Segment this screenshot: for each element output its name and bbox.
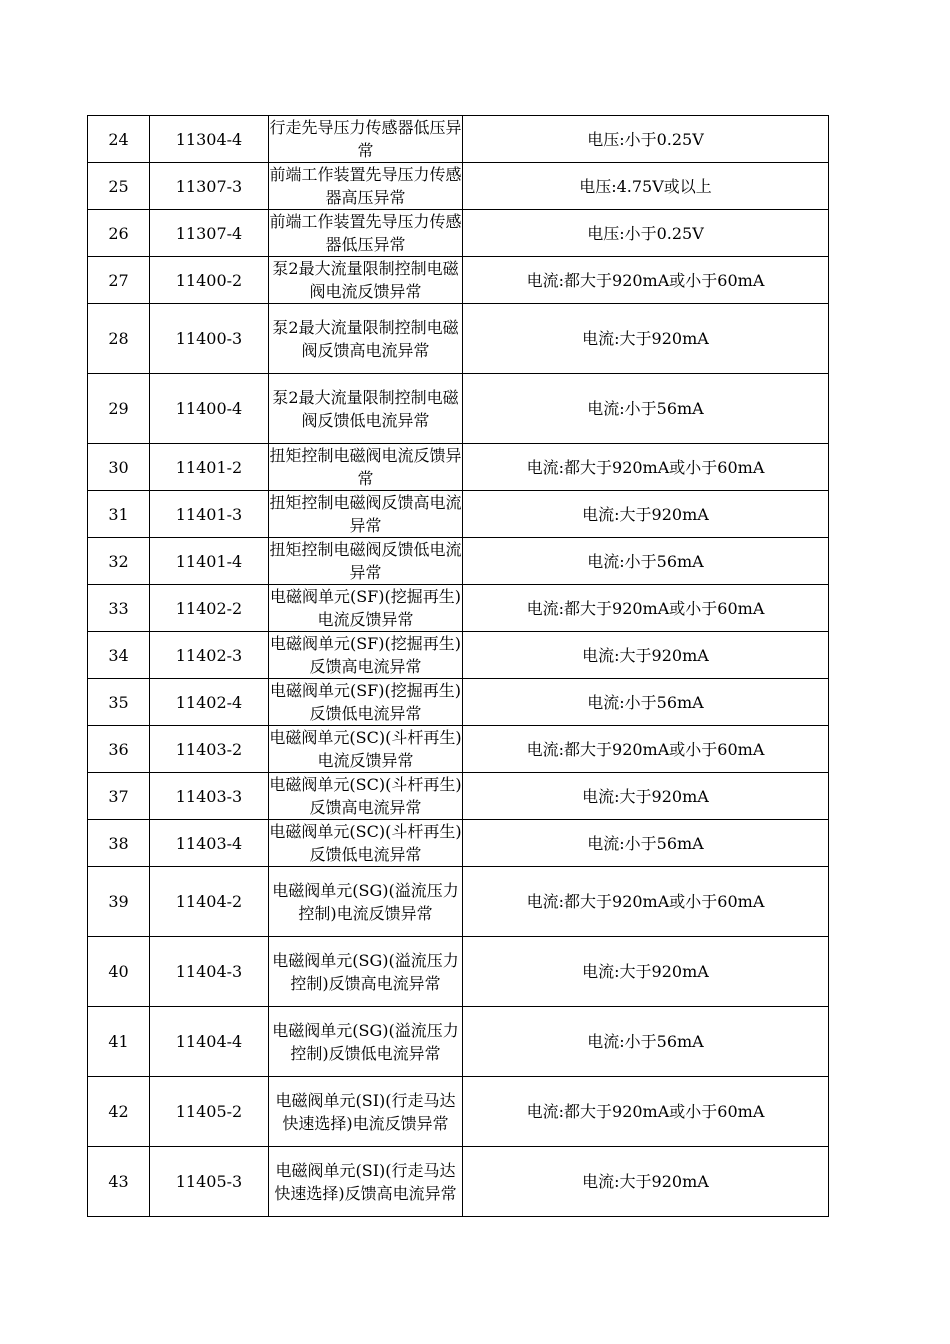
- fault-code-cell: 11401-2: [150, 444, 269, 491]
- row-number-cell: 26: [88, 210, 150, 257]
- fault-code-cell: 11400-3: [150, 304, 269, 374]
- detection-condition-cell: 电流:大于920mA: [463, 304, 829, 374]
- table-row: [88, 867, 829, 937]
- detection-condition-cell: 电流:都大于920mA或小于60mA: [463, 585, 829, 632]
- table-row: [88, 773, 829, 820]
- fault-code-cell: 11307-3: [150, 163, 269, 210]
- row-number-cell: 28: [88, 304, 150, 374]
- fault-description-cell: 泵2最大流量限制控制电磁阀反馈低电流异常: [269, 374, 463, 444]
- fault-code-table: [87, 115, 829, 1217]
- table-row: [88, 679, 829, 726]
- table-row: [88, 163, 829, 210]
- table-row: [88, 726, 829, 773]
- row-number-cell: 30: [88, 444, 150, 491]
- table-row: [88, 1147, 829, 1217]
- row-number-cell: 24: [88, 116, 150, 163]
- fault-code-cell: 11402-4: [150, 679, 269, 726]
- fault-code-cell: 11403-2: [150, 726, 269, 773]
- table-row: [88, 585, 829, 632]
- fault-description-cell: 前端工作装置先导压力传感器低压异常: [269, 210, 463, 257]
- fault-description-cell: 电磁阀单元(SG)(溢流压力控制)反馈低电流异常: [269, 1007, 463, 1077]
- row-number-cell: 37: [88, 773, 150, 820]
- row-number-cell: 27: [88, 257, 150, 304]
- detection-condition-cell: 电流:小于56mA: [463, 538, 829, 585]
- table-row: [88, 820, 829, 867]
- detection-condition-cell: 电流:都大于920mA或小于60mA: [463, 1077, 829, 1147]
- row-number-cell: 25: [88, 163, 150, 210]
- table-row: [88, 632, 829, 679]
- detection-condition-cell: 电压:4.75V或以上: [463, 163, 829, 210]
- row-number-cell: 38: [88, 820, 150, 867]
- row-number-cell: 36: [88, 726, 150, 773]
- table-row: [88, 491, 829, 538]
- row-number-cell: 35: [88, 679, 150, 726]
- fault-description-cell: 电磁阀单元(SG)(溢流压力控制)反馈高电流异常: [269, 937, 463, 1007]
- detection-condition-cell: 电流:大于920mA: [463, 1147, 829, 1217]
- fault-description-cell: 电磁阀单元(SI)(行走马达快速选择)反馈高电流异常: [269, 1147, 463, 1217]
- fault-code-cell: 11404-4: [150, 1007, 269, 1077]
- fault-code-cell: 11404-2: [150, 867, 269, 937]
- fault-code-cell: 11404-3: [150, 937, 269, 1007]
- detection-condition-cell: 电压:小于0.25V: [463, 210, 829, 257]
- fault-code-cell: 11400-4: [150, 374, 269, 444]
- fault-description-cell: 扭矩控制电磁阀电流反馈异常: [269, 444, 463, 491]
- fault-code-cell: 11307-4: [150, 210, 269, 257]
- fault-code-cell: 11401-4: [150, 538, 269, 585]
- table-row: [88, 937, 829, 1007]
- table-row: [88, 374, 829, 444]
- table-row: [88, 304, 829, 374]
- row-number-cell: 34: [88, 632, 150, 679]
- table-row: [88, 444, 829, 491]
- row-number-cell: 43: [88, 1147, 150, 1217]
- detection-condition-cell: 电流:大于920mA: [463, 632, 829, 679]
- fault-code-table-body: [88, 116, 829, 1217]
- fault-code-cell: 11401-3: [150, 491, 269, 538]
- row-number-cell: 31: [88, 491, 150, 538]
- fault-description-cell: 扭矩控制电磁阀反馈低电流异常: [269, 538, 463, 585]
- fault-description-cell: 行走先导压力传感器低压异常: [269, 116, 463, 163]
- fault-description-cell: 电磁阀单元(SC)(斗杆再生)反馈低电流异常: [269, 820, 463, 867]
- detection-condition-cell: 电流:小于56mA: [463, 374, 829, 444]
- fault-code-cell: 11403-4: [150, 820, 269, 867]
- fault-description-cell: 泵2最大流量限制控制电磁阀反馈高电流异常: [269, 304, 463, 374]
- fault-code-cell: 11304-4: [150, 116, 269, 163]
- fault-code-cell: 11402-2: [150, 585, 269, 632]
- row-number-cell: 41: [88, 1007, 150, 1077]
- detection-condition-cell: 电流:大于920mA: [463, 937, 829, 1007]
- fault-description-cell: 电磁阀单元(SI)(行走马达快速选择)电流反馈异常: [269, 1077, 463, 1147]
- fault-description-cell: 前端工作装置先导压力传感器高压异常: [269, 163, 463, 210]
- fault-description-cell: 泵2最大流量限制控制电磁阀电流反馈异常: [269, 257, 463, 304]
- fault-code-cell: 11400-2: [150, 257, 269, 304]
- fault-code-cell: 11405-3: [150, 1147, 269, 1217]
- row-number-cell: 40: [88, 937, 150, 1007]
- detection-condition-cell: 电流:小于56mA: [463, 1007, 829, 1077]
- fault-description-cell: 电磁阀单元(SF)(挖掘再生)反馈低电流异常: [269, 679, 463, 726]
- fault-description-cell: 电磁阀单元(SC)(斗杆再生)反馈高电流异常: [269, 773, 463, 820]
- row-number-cell: 29: [88, 374, 150, 444]
- table-row: [88, 210, 829, 257]
- table-row: [88, 1077, 829, 1147]
- detection-condition-cell: 电流:大于920mA: [463, 491, 829, 538]
- detection-condition-cell: 电流:都大于920mA或小于60mA: [463, 257, 829, 304]
- fault-description-cell: 电磁阀单元(SG)(溢流压力控制)电流反馈异常: [269, 867, 463, 937]
- fault-code-cell: 11405-2: [150, 1077, 269, 1147]
- table-row: [88, 257, 829, 304]
- fault-code-cell: 11403-3: [150, 773, 269, 820]
- detection-condition-cell: 电流:都大于920mA或小于60mA: [463, 444, 829, 491]
- row-number-cell: 32: [88, 538, 150, 585]
- fault-description-cell: 电磁阀单元(SF)(挖掘再生)反馈高电流异常: [269, 632, 463, 679]
- row-number-cell: 33: [88, 585, 150, 632]
- fault-description-cell: 电磁阀单元(SF)(挖掘再生)电流反馈异常: [269, 585, 463, 632]
- detection-condition-cell: 电流:小于56mA: [463, 820, 829, 867]
- fault-description-cell: 电磁阀单元(SC)(斗杆再生)电流反馈异常: [269, 726, 463, 773]
- table-row: [88, 1007, 829, 1077]
- fault-description-cell: 扭矩控制电磁阀反馈高电流异常: [269, 491, 463, 538]
- detection-condition-cell: 电压:小于0.25V: [463, 116, 829, 163]
- table-row: [88, 116, 829, 163]
- detection-condition-cell: 电流:小于56mA: [463, 679, 829, 726]
- row-number-cell: 39: [88, 867, 150, 937]
- detection-condition-cell: 电流:都大于920mA或小于60mA: [463, 726, 829, 773]
- detection-condition-cell: 电流:都大于920mA或小于60mA: [463, 867, 829, 937]
- detection-condition-cell: 电流:大于920mA: [463, 773, 829, 820]
- table-row: [88, 538, 829, 585]
- row-number-cell: 42: [88, 1077, 150, 1147]
- fault-code-cell: 11402-3: [150, 632, 269, 679]
